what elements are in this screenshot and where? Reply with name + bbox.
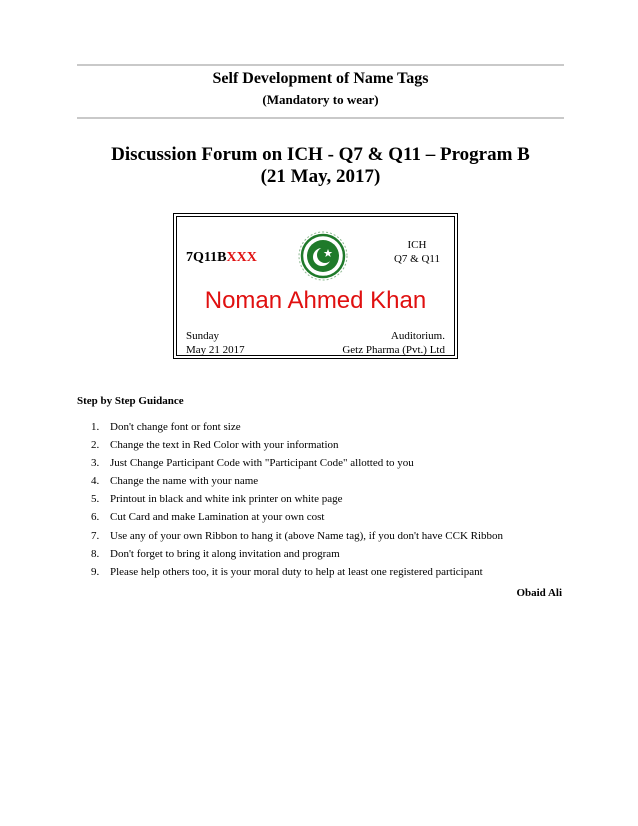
- page-title: Self Development of Name Tags: [212, 70, 429, 87]
- guidance-list: [77, 418, 503, 581]
- code-placeholder: XXX: [226, 250, 257, 265]
- pakistan-flag-icon: [295, 228, 351, 284]
- participant-code: [186, 250, 257, 266]
- list-item: 6. Cut Card and make Lamination at your own cost: [91, 511, 325, 524]
- list-item: 2. Change the text in Red Color with your information: [91, 439, 339, 452]
- list-item: 3. Just Change Participant Code with "Participant Code" allotted to you: [91, 457, 414, 470]
- code-prefix: 7Q11B: [186, 250, 227, 265]
- list-item: 7. Use any of your own Ribbon to hang it (above Name tag), if you don't have CCK Ribbon: [91, 529, 504, 542]
- list-item: 4. Change the name with your name: [91, 475, 259, 488]
- list-item: 5. Printout in black and white ink printer on white page: [91, 493, 343, 506]
- list-item: 9. Please help others too, it is your moral duty to help at least one registered participant: [91, 565, 483, 578]
- participant-name: Noman Ahmed Khan: [204, 287, 427, 314]
- bottom-rule: [77, 117, 564, 119]
- list-item: 1. Don't change font or font size: [91, 421, 241, 433]
- card-venue-block: [342, 329, 445, 357]
- event-title: Discussion Forum on ICH - Q7 & Q11 – Program B: [111, 144, 530, 165]
- venue-line1: Auditorium.: [390, 330, 445, 342]
- venue-line2: Getz Pharma (Pvt.) Ltd: [342, 344, 445, 356]
- name-tag-card: [173, 213, 458, 359]
- list-item: 8. Don't forget to bring it along invitation and program: [91, 547, 340, 560]
- card-day: Sunday: [186, 330, 219, 342]
- top-rule: [77, 64, 564, 66]
- ich-line1: ICH: [407, 239, 427, 251]
- author-signature: Obaid Ali: [516, 587, 562, 599]
- page-subtitle: (Mandatory to wear): [262, 92, 379, 107]
- ich-label: [382, 238, 452, 266]
- guidance-heading: Step by Step Guidance: [77, 395, 184, 407]
- card-date: May 21 2017: [186, 344, 245, 356]
- event-date: (21 May, 2017): [260, 166, 381, 187]
- card-date-block: [186, 329, 245, 357]
- ich-line2: Q7 & Q11: [393, 253, 441, 265]
